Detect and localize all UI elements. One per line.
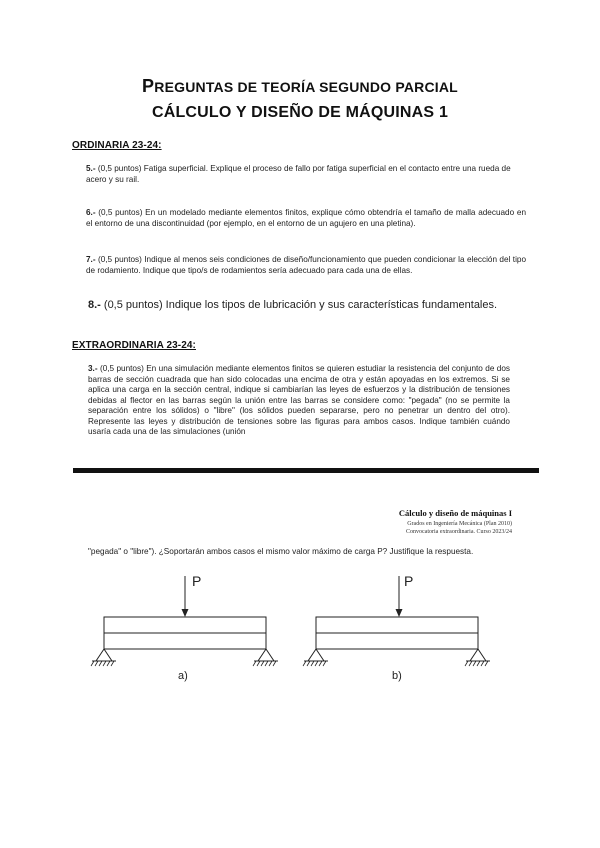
section-heading-ordinaria: ORDINARIA 23-24: bbox=[72, 140, 162, 151]
question-7: 7.- (0,5 puntos) Indique al menos seis condiciones de diseño/funcionamiento que pueden condicionar la elección del tipo de rodamiento. Indique que tipo/s de rodamientos sería adecuado para cada una de ellas. bbox=[86, 255, 526, 275]
question-5: 5.- (0,5 puntos) Fatiga superficial. Explique el proceso de fallo por fatiga superficial en el contacto entre una rueda de acero y su rail. bbox=[86, 164, 511, 184]
figure-caption-a: a) bbox=[178, 670, 188, 682]
question-3: 3.- (0,5 puntos) En una simulación mediante elementos finitos se quieren estudiar la resistencia del conjunto de dos barras de sección cuadrada que han sido colocadas una encima de otra y están apoyadas en los extremos. Si se aplica una carga en la sección central, indique si cambiarían las leyes de esfuerzos y la distribución de tensiones debidas al flector en las barras según la unión entre las barras se considere como: "pegada" (no se permite la separación entre los sólidos) o "libre" (los sólidos pueden separarse, pero no penetrar un dentro del otro). Represente las leyes y distribución de tensiones sobre las figuras para ambos casos. Indique también cuándo usaría cada una de las simulaciones (unión bbox=[88, 364, 510, 436]
page-header-title: Cálculo y diseño de máquinas I bbox=[398, 508, 512, 518]
page-header-session: Convocatoria extraordinaria. Curso 2023/24 bbox=[406, 529, 512, 535]
page-subtitle: CÁLCULO Y DISEÑO DE MÁQUINAS 1 bbox=[151, 104, 449, 121]
load-label-a: P bbox=[192, 573, 202, 589]
page-divider bbox=[73, 468, 539, 473]
question-6: 6.- (0,5 puntos) En un modelado mediante elementos finitos, explique cómo obtendría el tamaño de malla adecuado en el entorno de una discontinuidad (por ejemplo, en el entorno de un agujero en una pletina). bbox=[86, 208, 526, 228]
figure-caption-b: b) bbox=[392, 670, 402, 682]
beam-diagram-b bbox=[298, 566, 508, 676]
page-header-degree: Grados en Ingeniería Mecánica (Plan 2010) bbox=[407, 521, 512, 527]
section-heading-extraordinaria: EXTRAORDINARIA 23-24: bbox=[72, 340, 196, 351]
page-title: PREGUNTAS DE TEORÍA SEGUNDO PARCIAL bbox=[142, 76, 458, 96]
question-8: 8.- (0,5 puntos) Indique los tipos de lubricación y sus características fundamentales. bbox=[88, 299, 498, 311]
question-3-continuation: "pegada" o "libre"). ¿Soportarán ambos casos el mismo valor máximo de carga P? Justifique la respuesta. bbox=[88, 547, 474, 556]
load-label-b: P bbox=[404, 573, 414, 589]
beam-diagram-a bbox=[86, 566, 296, 676]
